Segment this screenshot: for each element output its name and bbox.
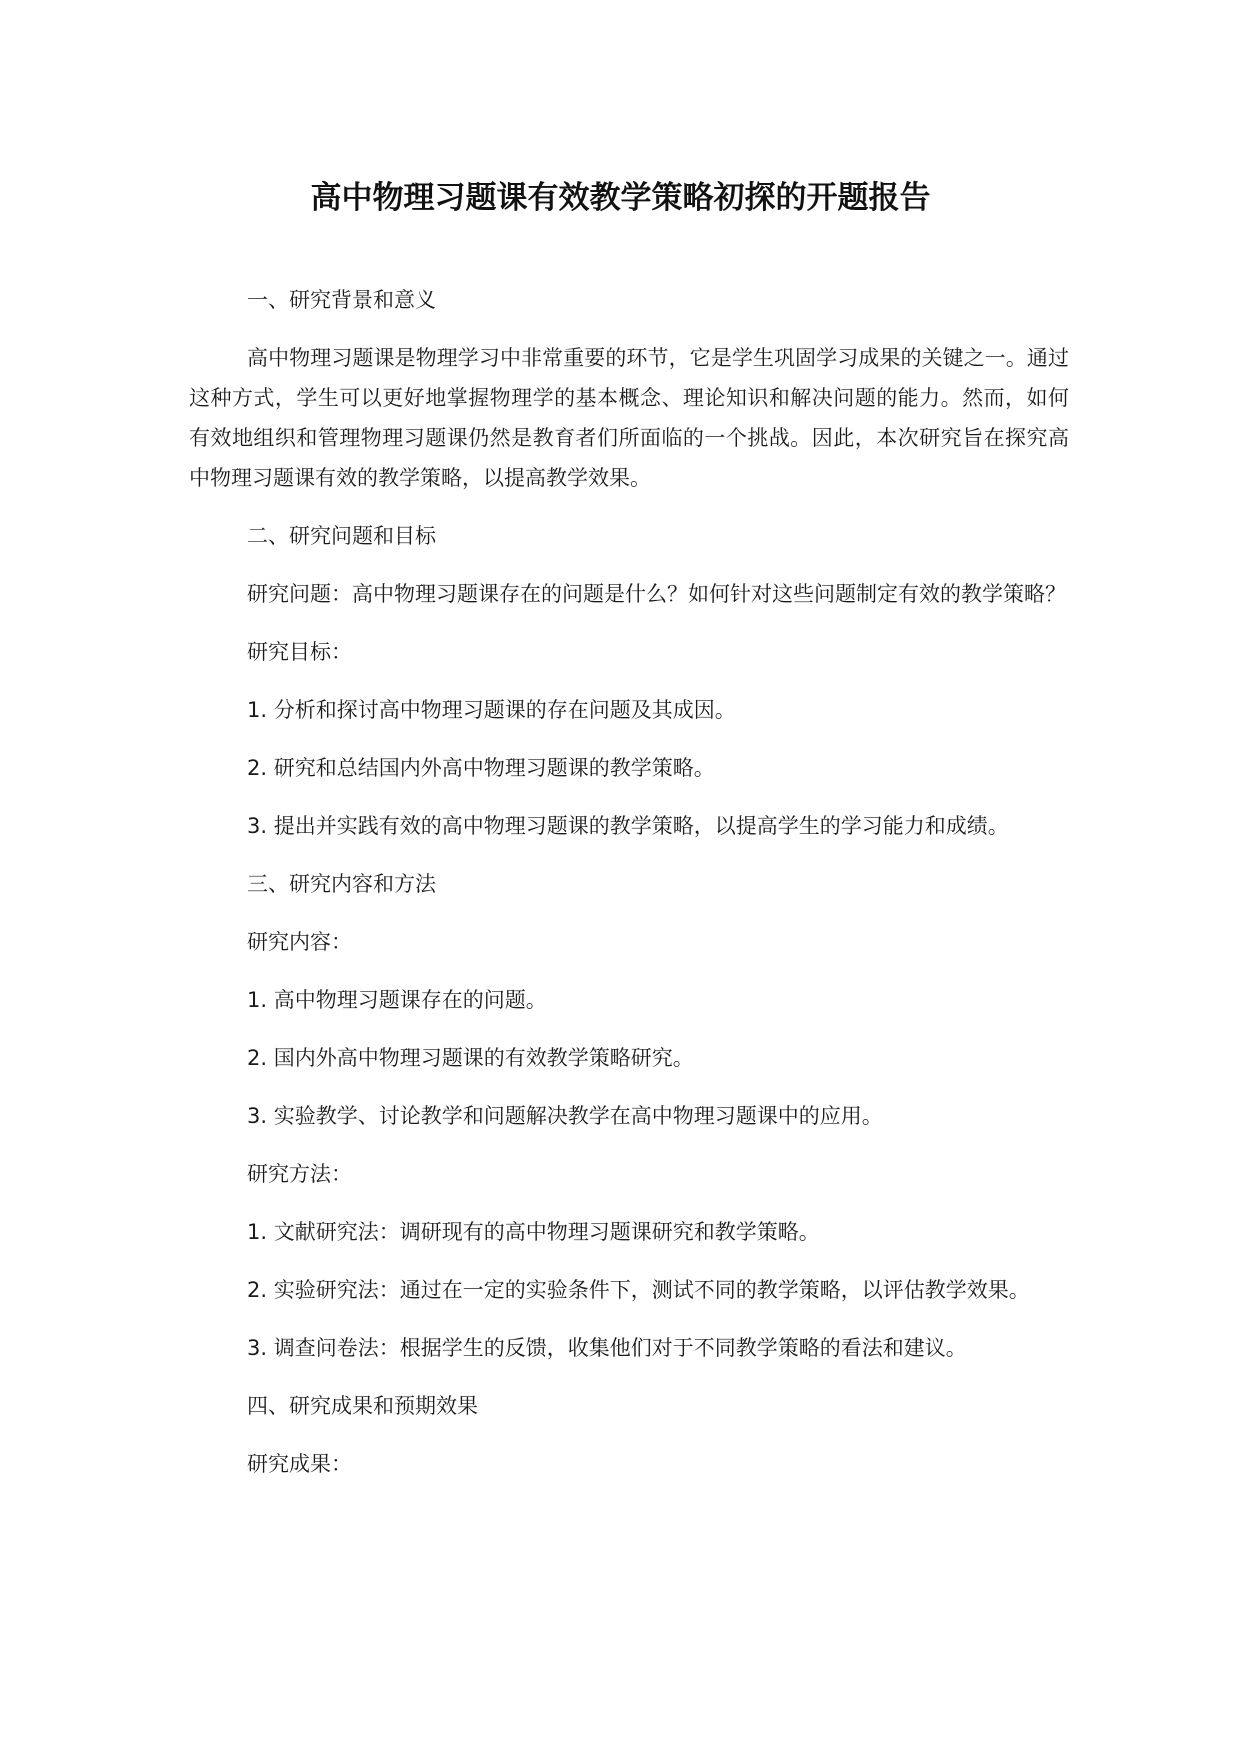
list-item-goal-2: 2. 研究和总结国内外高中物理习题课的教学策略。 [247,756,715,780]
paragraph-background: 高中物理习题课是物理学习中非常重要的环节，它是学生巩固学习成果的关键之一。通过这种方式，学生可以更好地掌握物理学的基本概念、理论知识和解决问题的能力。然而，如何有效地组织和管理物理习题课仍然是教育者们所面临的一个挑战。因此，本次研究旨在探究高中物理习题课有效的教学策略，以提高教学效果。 [189,346,1069,490]
label-research-goals: 研究目标： [247,640,352,664]
list-item-method-1: 1. 文献研究法：调研现有的高中物理习题课研究和教学策略。 [247,1220,820,1244]
document-title: 高中物理习题课有效教学策略初探的开题报告 [310,180,931,216]
list-item-goal-3: 3. 提出并实践有效的高中物理习题课的教学策略，以提高学生的学习能力和成绩。 [247,814,1009,838]
list-item-content-2: 2. 国内外高中物理习题课的有效教学策略研究。 [247,1046,694,1070]
label-research-content: 研究内容： [247,930,352,954]
list-item-goal-1: 1. 分析和探讨高中物理习题课的存在问题及其成因。 [247,698,736,722]
document-body [189,280,1069,1484]
list-item-content-3: 3. 实验教学、讨论教学和问题解决教学在高中物理习题课中的应用。 [247,1104,883,1128]
list-item-content-1: 1. 高中物理习题课存在的问题。 [247,988,547,1012]
list-item-method-3: 3. 调查问卷法：根据学生的反馈，收集他们对于不同教学策略的看法和建议。 [247,1336,967,1360]
list-item-method-2: 2. 实验研究法：通过在一定的实验条件下，测试不同的教学策略，以评估教学效果。 [247,1278,1030,1302]
section-heading-content-methods: 三、研究内容和方法 [247,872,436,896]
section-heading-questions: 二、研究问题和目标 [247,524,436,548]
section-heading-background: 一、研究背景和意义 [247,288,436,312]
paragraph-research-questions: 研究问题：高中物理习题课存在的问题是什么？如何针对这些问题制定有效的教学策略？ [247,582,1066,606]
label-research-methods: 研究方法： [247,1162,352,1186]
label-research-results: 研究成果： [247,1452,352,1476]
section-heading-results: 四、研究成果和预期效果 [247,1394,478,1418]
